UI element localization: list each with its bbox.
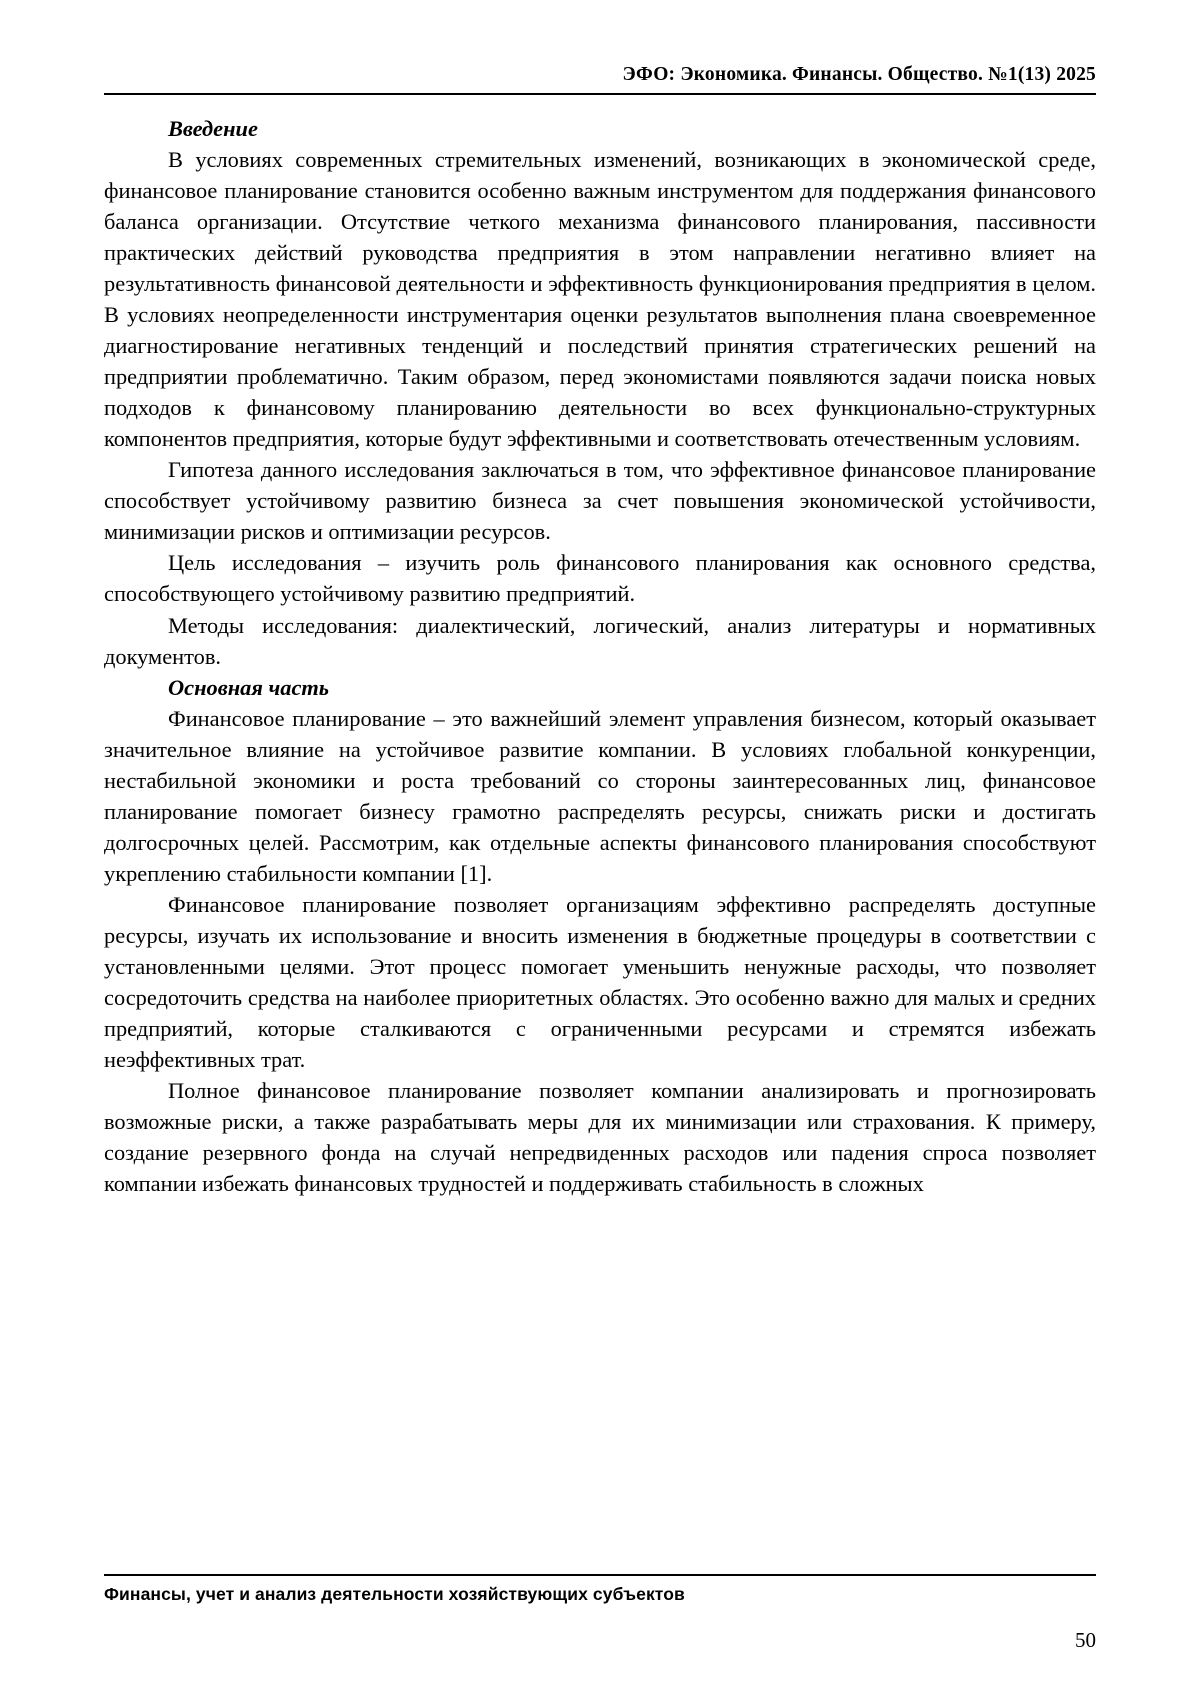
paragraph-4: Методы исследования: диалектический, логический, анализ литературы и нормативных документов. — [104, 612, 1096, 669]
paragraph-1: В условиях современных стремительных изменений, возникающих в экономической среде, финансовое планирование становится особенно важным инструментом для поддержания финансового баланса организации. Отсутствие четкого механизма финансового планирования, пассивности практических действий руководства предприятия в этом направлении негативно влияет на результативность финансовой деятельности и эффективность функционирования предприятия в целом. В условиях неопределенности инструментария оценки результатов выполнения плана своевременное диагностирование негативных тенденций и последствий принятия стратегических решений на предприятии проблематично. Таким образом, перед экономистами появляются задачи поиска новых подходов к финансовому планированию деятельности во всех функционально-структурных компонентов предприятия, которые будут эффективными и соответствовать отечественным условиям. — [104, 147, 1096, 452]
paragraph-5: Финансовое планирование – это важнейший элемент управления бизнесом, который оказывает значительное влияние на устойчивое развитие компании. В условиях глобальной конкуренции, нестабильной экономики и роста требований со стороны заинтересованных лиц, финансовое планирование помогает бизнесу грамотно распределять ресурсы, снижать риски и достигать долгосрочных целей. Рассмотрим, как отдельные аспекты финансового планирования способствуют укреплению стабильности компании [1]. — [104, 705, 1096, 886]
page-footer — [104, 1574, 1096, 1605]
footer-divider — [104, 1574, 1096, 1576]
paragraph-3: Цель исследования – изучить роль финансового планирования как основного средства, способствующего устойчивому развитию предприятий. — [104, 550, 1096, 607]
section-heading-main-part: Основная часть — [168, 674, 330, 700]
section-heading-introduction: Введение — [168, 116, 258, 141]
paragraph-2: Гипотеза данного исследования заключаться в том, что эффективное финансовое планирование способствует устойчивому развитию бизнеса за счет повышения экономической устойчивости, минимизации рисков и оптимизации ресурсов. — [104, 457, 1096, 545]
page-number: 50 — [1075, 1628, 1096, 1652]
paragraph-7: Полное финансовое планирование позволяет компании анализировать и прогнозировать возможные риски, а также разрабатывать меры для их минимизации или страхования. К примеру, создание резервного фонда на случай непредвиденных расходов или падения спроса позволяет компании избежать финансовых трудностей и поддерживать стабильность в сложных — [104, 1077, 1096, 1197]
paragraph-6: Финансовое планирование позволяет организациям эффективно распределять доступные ресурсы, изучать их использование и вносить изменения в бюджетные процедуры в соответствии с установленными целями. Этот процесс помогает уменьшить ненужные расходы, что позволяет сосредоточить средства на наиболее приоритетных областях. Это особенно важно для малых и средних предприятий, которые сталкиваются с ограниченными ресурсами и стремятся избежать неэффективных трат. — [104, 891, 1096, 1072]
page-body — [104, 113, 1096, 1199]
header-divider — [104, 93, 1096, 95]
footer-section-title: Финансы, учет и анализ деятельности хозяйствующих субъектов — [104, 1584, 685, 1604]
running-header: ЭФО: Экономика. Финансы. Общество. №1(13) 2025 — [622, 64, 1096, 85]
